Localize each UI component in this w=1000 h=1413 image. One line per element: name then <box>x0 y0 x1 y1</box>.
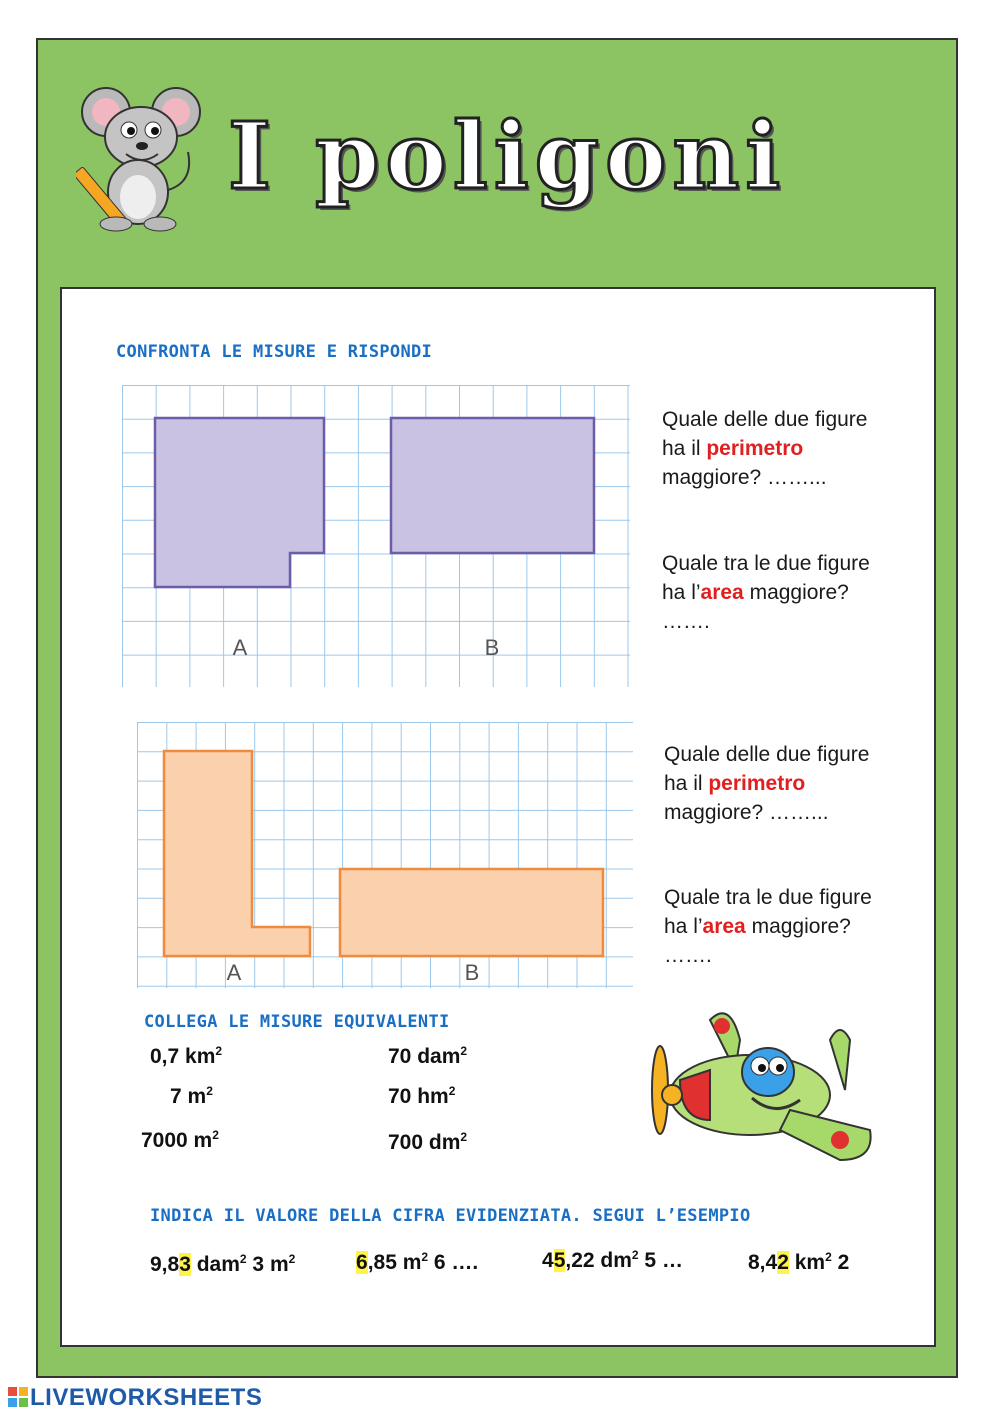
label-2b: B <box>464 960 480 985</box>
digit-item-4[interactable]: 8,42 $km^2$ 2 <box>748 1250 850 1274</box>
measure-right-2[interactable]: 70 $hm^2$ <box>388 1084 456 1108</box>
shape-2a <box>164 751 310 956</box>
label-2a: A <box>226 960 242 985</box>
digit-item-2[interactable]: 6,85 $m^2$ 6 …. <box>356 1250 479 1274</box>
page-title: I poligoni <box>228 102 787 210</box>
label-1a: A <box>232 635 248 660</box>
brand-name: LIVEWORKSHEETS <box>30 1384 263 1411</box>
section-heading-digit-value: INDICA IL VALORE DELLA CIFRA EVIDENZIATA. SEGUI L’ESEMPIO <box>150 1206 751 1226</box>
liveworksheets-logo-icon <box>8 1387 28 1407</box>
grid-figure-2 <box>137 722 633 988</box>
question-1-perimeter: Quale delle due figure ha il perimetro maggiore? ……... <box>662 408 868 489</box>
digit-item-example: 9,83 dam$^2$ 3 $m^2$ <box>150 1252 296 1276</box>
digit-item-3[interactable]: 45,22 $dm^2$ 5 … <box>542 1248 683 1272</box>
label-1b: B <box>484 635 500 660</box>
measure-left-2[interactable]: 7 $m^2$ <box>170 1084 213 1108</box>
mouse-mascot-icon <box>76 82 206 232</box>
measure-left-1[interactable]: 0,7 $km^2$ <box>150 1044 223 1068</box>
shape-1a <box>155 418 324 587</box>
section-heading-compare: CONFRONTA LE MISURE E RISPONDI <box>116 342 433 362</box>
section-heading-connect: COLLEGA LE MISURE EQUIVALENTI <box>144 1012 450 1032</box>
question-2-area: Quale tra le due figure ha l’area maggiore? ……. <box>664 886 872 967</box>
airplane-icon <box>640 1000 880 1170</box>
shape-2b <box>340 869 603 956</box>
shape-1b <box>391 418 594 553</box>
measure-left-3[interactable]: 7000 $m^2$ <box>141 1128 219 1152</box>
grid-figure-1 <box>122 385 630 687</box>
measure-right-3[interactable]: 700 $dm^2$ <box>388 1130 468 1154</box>
question-1-area: Quale tra le due figure ha l’area maggiore? ……. <box>662 552 870 633</box>
measure-right-1[interactable]: 70 dam$^2$ <box>388 1044 468 1068</box>
footer-brand <box>8 1384 262 1412</box>
question-2-perimeter: Quale delle due figure ha il perimetro maggiore? ……... <box>664 743 870 824</box>
